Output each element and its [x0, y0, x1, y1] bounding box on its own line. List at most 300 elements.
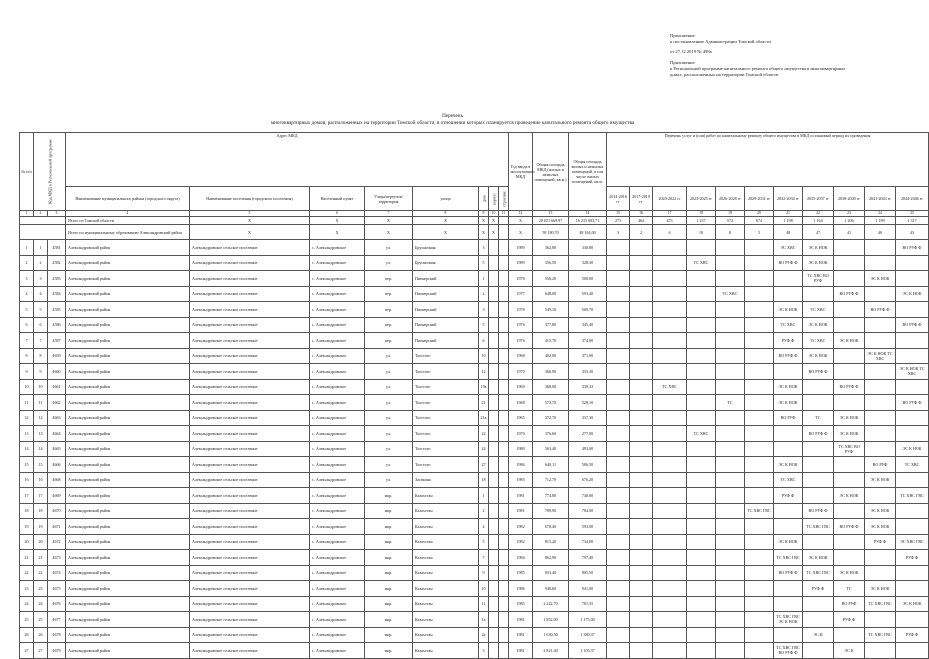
col-num: 20 [745, 211, 774, 217]
row-code: 4581 [48, 240, 66, 256]
row-period-work [653, 255, 687, 271]
row-period-work [896, 302, 929, 318]
row-period-work [745, 519, 774, 535]
header-settlement: Наименование поселения (городского поселения) [190, 187, 310, 211]
row-period-work: ЭС К НОК [834, 410, 865, 426]
row-period-work [630, 472, 653, 488]
row-period-work [607, 643, 630, 659]
row-period-work: ВО РУФ Ф [865, 302, 896, 318]
row-period-work [716, 426, 745, 442]
row-period-work [803, 395, 834, 411]
row-municipality: Александровский район [66, 333, 190, 349]
row-korpus [489, 441, 499, 457]
summary-x: X [190, 225, 310, 240]
row-korpus [489, 627, 499, 643]
header-periods: Перечень услуг и (или) работ по капитальному ремонту общего имущества в МКД и плановый период их проведения [607, 133, 929, 187]
row-living-area: 337,30 [569, 410, 607, 426]
row-period-work [716, 441, 745, 457]
row-period-work: РУФ Ф [865, 534, 896, 550]
row-period-work: ЭС К НОК [803, 550, 834, 566]
row-house: 22 [479, 426, 489, 442]
row-street-type: пер. [365, 286, 413, 302]
summary-period: 10 [687, 225, 716, 240]
row-period-work [774, 441, 803, 457]
appendix-header [670, 33, 898, 82]
row-total-area: 2 222,70 [533, 596, 569, 612]
row-period-work: ТС ХВС [774, 472, 803, 488]
row-period-work [630, 643, 653, 659]
row-period-work [607, 550, 630, 566]
row-period-work [834, 395, 865, 411]
row-street: Пионерский [413, 286, 479, 302]
row-period-work [896, 255, 929, 271]
table-row [20, 441, 929, 457]
row-total-area: 573,70 [533, 395, 569, 411]
row-period-work [745, 333, 774, 349]
row-n: 1 [20, 240, 34, 256]
row-period-work [834, 472, 865, 488]
row-total-area: 372,70 [533, 410, 569, 426]
row-period-work [607, 472, 630, 488]
row-period-work [896, 410, 929, 426]
row-period-work [607, 379, 630, 395]
row-stroenie [499, 240, 509, 256]
summary-x: X [489, 225, 499, 240]
row-locality: с. Александровское [310, 643, 365, 659]
row-period-work [687, 271, 716, 287]
row-period-work [834, 503, 865, 519]
row-year: 1970 [509, 426, 533, 442]
row-settlement: Александровское сельское поселение [190, 643, 310, 659]
row-street: Казахстан [413, 534, 479, 550]
row-street: Брусничная [413, 240, 479, 256]
row-period-work [865, 317, 896, 333]
row-stroenie [499, 503, 509, 519]
row-locality: с. Александровское [310, 519, 365, 535]
row-house: 1 [479, 271, 489, 287]
row-street: Казахстан [413, 581, 479, 597]
row-period-work [630, 457, 653, 473]
row-period-work: ЭС К НОК ТС ХВС [865, 348, 896, 364]
row-year: 1981 [509, 488, 533, 504]
row-settlement: Александровское сельское поселение [190, 519, 310, 535]
summary-period: 1 206 [834, 217, 865, 225]
row-street-type: пер. [365, 271, 413, 287]
row-code-index: 7 [34, 333, 48, 349]
row-code-index: 23 [34, 581, 48, 597]
col-num: 19 [716, 211, 745, 217]
row-street-type: мкр. [365, 565, 413, 581]
row-period-work: ТС [834, 581, 865, 597]
row-period-work [630, 410, 653, 426]
summary-period: 1 164 [803, 217, 834, 225]
row-code-index: 26 [34, 627, 48, 643]
header-living-area: Общая площадь жилых и нежилых помещений, в том числе жилых помещений, кв.м. [569, 133, 607, 211]
row-period-work [716, 503, 745, 519]
row-living-area: 374,00 [569, 333, 607, 349]
row-korpus [489, 534, 499, 550]
row-house: 10 [479, 348, 489, 364]
row-period-work [865, 441, 896, 457]
row-period-work: РУФ Ф [896, 627, 929, 643]
row-period-work [607, 271, 630, 287]
row-period-work [687, 302, 716, 318]
row-period-work [607, 317, 630, 333]
table-row [20, 488, 929, 504]
row-period-work [687, 395, 716, 411]
row-house: 3 [479, 240, 489, 256]
header-street: улица [413, 187, 479, 211]
row-house: 21 [479, 395, 489, 411]
row-house: 3 [479, 643, 489, 659]
row-house: 1 [479, 488, 489, 504]
table-row [20, 550, 929, 566]
row-period-work [716, 550, 745, 566]
row-municipality: Александровский район [66, 550, 190, 566]
row-period-work [716, 534, 745, 550]
row-street: Толстого [413, 395, 479, 411]
row-house: 5 [479, 317, 489, 333]
row-period-work [653, 488, 687, 504]
row-stroenie [499, 410, 509, 426]
row-settlement: Александровское сельское поселение [190, 457, 310, 473]
row-street: Толстого [413, 379, 479, 395]
table-row [20, 503, 929, 519]
row-period-work: ТС ХВС ГВС [803, 519, 834, 535]
row-municipality: Александровский район [66, 503, 190, 519]
row-period-work [865, 612, 896, 628]
row-period-work: ТС ХВС ГВС ЭС К НОК [774, 612, 803, 628]
summary-period: 43 [896, 225, 929, 240]
table-row [20, 286, 929, 302]
row-period-work [745, 550, 774, 566]
row-period-work [607, 581, 630, 597]
row-period-work [687, 581, 716, 597]
row-korpus [489, 426, 499, 442]
row-period-work [630, 550, 653, 566]
row-total-area: 368,00 [533, 379, 569, 395]
row-period-work [803, 441, 834, 457]
row-period-work [716, 627, 745, 643]
row-period-work [716, 643, 745, 659]
row-locality: с. Александровское [310, 441, 365, 457]
row-period-work [896, 426, 929, 442]
row-period-work [745, 441, 774, 457]
row-stroenie [499, 627, 509, 643]
row-total-area: 678,40 [533, 519, 569, 535]
row-settlement: Александровское сельское поселение [190, 488, 310, 504]
row-period-work [653, 395, 687, 411]
row-period-work [896, 379, 929, 395]
row-n: 21 [20, 550, 34, 566]
row-municipality: Александровский район [66, 286, 190, 302]
row-code: 4671 [48, 519, 66, 535]
document-title [0, 113, 905, 126]
row-municipality: Александровский район [66, 472, 190, 488]
row-code: 4675 [48, 581, 66, 597]
row-period-work [607, 333, 630, 349]
row-period-work: ТС ХВС [687, 255, 716, 271]
row-period-work: ЭС К НОК [774, 302, 803, 318]
summary-period: 41 [834, 225, 865, 240]
row-stroenie [499, 271, 509, 287]
row-period-work: ВО РУФ Ф [834, 519, 865, 535]
summary-x: X [479, 217, 489, 225]
row-korpus [489, 581, 499, 597]
row-year: 1968 [509, 395, 533, 411]
summary-period: 572 [716, 217, 745, 225]
row-period-work [607, 612, 630, 628]
row-period-work [607, 519, 630, 535]
row-korpus [489, 410, 499, 426]
row-period-work [865, 333, 896, 349]
row-stroenie [499, 364, 509, 380]
row-n: 22 [20, 565, 34, 581]
row-settlement: Александровское сельское поселение [190, 364, 310, 380]
row-code: 4679 [48, 643, 66, 659]
row-code-index: 24 [34, 596, 48, 612]
col-num: 25 [896, 211, 929, 217]
row-total-area: 789,90 [533, 503, 569, 519]
row-period-work [865, 395, 896, 411]
row-period-work [630, 596, 653, 612]
col-num: 22 [803, 211, 834, 217]
table-row [20, 317, 929, 333]
summary-district-row [20, 225, 929, 240]
row-year: 1965 [509, 410, 533, 426]
title-line-1: Перечень [442, 113, 463, 119]
row-period-work [653, 302, 687, 318]
row-total-area: 640,11 [533, 457, 569, 473]
row-period-work [687, 612, 716, 628]
table-row [20, 364, 929, 380]
header-year: Год ввода в эксплуатацию МКД [509, 133, 533, 211]
row-period-work [687, 240, 716, 256]
row-period-work: РУФ Ф [834, 612, 865, 628]
row-period-work: ЭС К НОК [865, 472, 896, 488]
row-period-work [745, 317, 774, 333]
row-living-area: 1 380,37 [569, 627, 607, 643]
header-period-7: 2032-2034 гг [774, 187, 803, 211]
row-period-work [607, 286, 630, 302]
row-living-area: 277,00 [569, 426, 607, 442]
summary-x: X [509, 225, 533, 240]
row-period-work [834, 240, 865, 256]
summary-period: 1 317 [896, 217, 929, 225]
row-year: 1978 [509, 271, 533, 287]
row-period-work [865, 286, 896, 302]
summary-x: X [310, 217, 365, 225]
row-period-work [630, 286, 653, 302]
row-period-work [896, 643, 929, 659]
row-period-work: ВО РУФ Ф [834, 286, 865, 302]
summary-period: 1 189 [865, 217, 896, 225]
header-period-6: 2029-2031 гг [745, 187, 774, 211]
row-locality: с. Александровское [310, 612, 365, 628]
row-period-work [687, 534, 716, 550]
col-num: 9 [479, 211, 489, 217]
row-total-area: 549,10 [533, 302, 569, 318]
row-period-work: ЭС К НОК [865, 271, 896, 287]
table-row [20, 472, 929, 488]
row-period-work: ЭС К НОК [803, 348, 834, 364]
row-code-index: 20 [34, 534, 48, 550]
row-period-work [803, 472, 834, 488]
row-period-work: ЭС К НОК [803, 317, 834, 333]
header-period-9: 2038-2040 гг [834, 187, 865, 211]
row-period-work: ТС ХВС ВО РУФ [834, 441, 865, 457]
row-street-type: мкр. [365, 627, 413, 643]
row-municipality: Александровский район [66, 457, 190, 473]
row-period-work [745, 488, 774, 504]
row-period-work [630, 317, 653, 333]
row-period-work [745, 364, 774, 380]
table-row [20, 379, 929, 395]
row-total-area: 376,60 [533, 426, 569, 442]
row-code: 4678 [48, 627, 66, 643]
row-stroenie [499, 581, 509, 597]
row-settlement: Александровское сельское поселение [190, 302, 310, 318]
houses-table [19, 132, 929, 659]
row-period-work [865, 565, 896, 581]
row-period-work [834, 317, 865, 333]
row-period-work: ТС ХВС [896, 457, 929, 473]
col-num: 1 [20, 211, 34, 217]
row-settlement: Александровское сельское поселение [190, 410, 310, 426]
row-period-work: ТС ХВС [687, 426, 716, 442]
table-row [20, 302, 929, 318]
row-period-work [745, 581, 774, 597]
row-period-work: ВО РУФ Ф [896, 240, 929, 256]
row-period-work [716, 472, 745, 488]
row-period-work [745, 472, 774, 488]
row-living-area: 797,40 [569, 550, 607, 566]
row-municipality: Александровский район [66, 364, 190, 380]
row-period-work [865, 410, 896, 426]
row-period-work [630, 534, 653, 550]
row-period-work [630, 581, 653, 597]
row-period-work [653, 271, 687, 287]
row-n: 3 [20, 271, 34, 287]
row-code: 4659 [48, 348, 66, 364]
row-code: 4663 [48, 410, 66, 426]
row-korpus [489, 550, 499, 566]
row-period-work [834, 364, 865, 380]
summary-total-area: 58 180,70 [533, 225, 569, 240]
row-period-work [716, 519, 745, 535]
header-n: № п/п [20, 133, 34, 211]
row-year: 1984 [509, 550, 533, 566]
row-period-work [745, 534, 774, 550]
row-street-type: мкр. [365, 488, 413, 504]
row-n: 2 [20, 255, 34, 271]
row-period-work [630, 627, 653, 643]
table-row [20, 565, 929, 581]
row-street: Казахстан [413, 643, 479, 659]
row-period-work: ЭС К НОК [865, 519, 896, 535]
row-municipality: Александровский район [66, 534, 190, 550]
row-korpus [489, 364, 499, 380]
row-street-type: мкр. [365, 550, 413, 566]
row-korpus [489, 612, 499, 628]
row-total-area: 815,20 [533, 534, 569, 550]
row-house: 2 [479, 503, 489, 519]
row-period-work: ТС ХВС [774, 317, 803, 333]
row-code-index: 15 [34, 457, 48, 473]
appendix-ref-3: домах, расположенных на территории Томской области [670, 72, 779, 78]
col-num: 6 [310, 211, 365, 217]
row-settlement: Александровское сельское поселение [190, 426, 310, 442]
row-period-work [745, 395, 774, 411]
row-living-area: 328,30 [569, 255, 607, 271]
row-period-work: ТС ХВС ГВС [896, 488, 929, 504]
title-line-2: многоквартирных домов, расположенных на территории Томской области, в отношении которых планируется проведение капитального ремонта общего имущества [270, 119, 635, 126]
header-code: Код МКД в Региональной программе [34, 133, 66, 211]
row-code: 4582 [48, 255, 66, 271]
row-street: Казахстан [413, 596, 479, 612]
row-settlement: Александровское сельское поселение [190, 317, 310, 333]
table-row [20, 395, 929, 411]
row-municipality: Александровский район [66, 426, 190, 442]
row-locality: с. Александровское [310, 317, 365, 333]
header-street-type: Улица/переулок/ территория [365, 187, 413, 211]
row-street: Казахстан [413, 550, 479, 566]
row-year: 1982 [509, 534, 533, 550]
row-settlement: Александровское сельское поселение [190, 565, 310, 581]
row-house: 12 [479, 364, 489, 380]
row-municipality: Александровский район [66, 596, 190, 612]
row-living-area: 528,10 [569, 395, 607, 411]
row-period-work [745, 348, 774, 364]
row-locality: с. Александровское [310, 364, 365, 380]
header-row-1 [20, 133, 929, 187]
row-stroenie [499, 333, 509, 349]
row-street: Пионерский [413, 333, 479, 349]
row-living-area: 593,00 [569, 519, 607, 535]
row-period-work [716, 612, 745, 628]
row-period-work: ЭС К НОК [774, 534, 803, 550]
row-n: 12 [20, 410, 34, 426]
row-period-work [834, 627, 865, 643]
row-house: 19а [479, 379, 489, 395]
row-n: 6 [20, 317, 34, 333]
summary-period: 674 [745, 217, 774, 225]
row-period-work [630, 441, 653, 457]
row-period-work: ЭС К НОК [834, 565, 865, 581]
summary-x: X [413, 225, 479, 240]
row-period-work [687, 317, 716, 333]
row-period-work [607, 596, 630, 612]
row-period-work [607, 503, 630, 519]
row-street: Казахстан [413, 503, 479, 519]
row-period-work [774, 271, 803, 287]
appendix-date: от 27.12.2019 № 498а [670, 49, 712, 55]
row-period-work: ВО РУФ [774, 410, 803, 426]
row-period-work [745, 596, 774, 612]
row-n: 15 [20, 457, 34, 473]
row-year: 1986 [509, 457, 533, 473]
row-period-work: ВО РУФ [834, 596, 865, 612]
row-code: 4666 [48, 457, 66, 473]
row-period-work [653, 565, 687, 581]
row-house: 24 [479, 441, 489, 457]
row-total-area: 556,20 [533, 271, 569, 287]
row-period-work [653, 612, 687, 628]
row-period-work: ЭС К НОК ТС ХВС [896, 364, 929, 380]
row-living-area: 805,50 [569, 565, 607, 581]
row-period-work [607, 488, 630, 504]
row-korpus [489, 596, 499, 612]
